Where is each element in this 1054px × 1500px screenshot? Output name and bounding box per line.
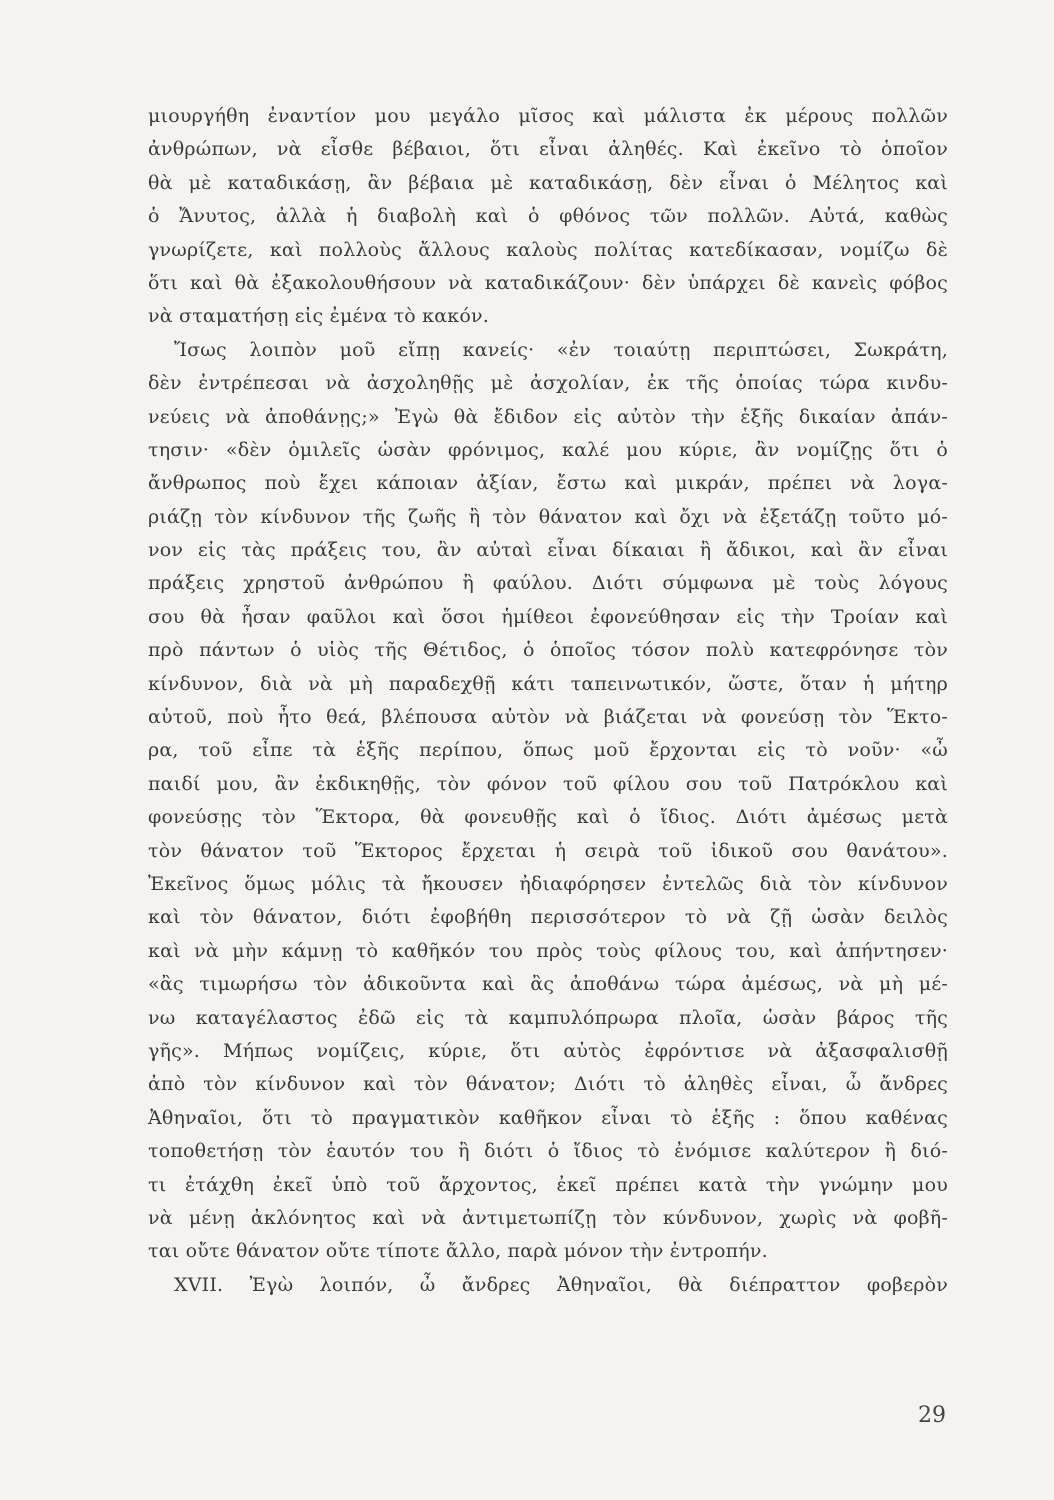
text-line: γνωρίζετε, καὶ πολλοὺς ἄλλους καλοὺς πολίτας κατεδίκασαν, νομίζω δὲ (148, 238, 948, 261)
text-line: πράξεις χρηστοῦ ἀνθρώπου ἢ φαύλου. Διότι σύμφωνα μὲ τοὺς λόγους (148, 572, 948, 595)
text-line: ὅτι καὶ θὰ ἐξακολουθήσουν νὰ καταδικάζουν· δὲν ὑπάρχει δὲ κανεὶς φόβος (148, 271, 948, 294)
text-line: ἄνθρωπος ποὺ ἔχει κάποιαν ἀξίαν, ἔστω καὶ μικράν, πρέπει νὰ λογα- (148, 472, 948, 495)
text-line: ὁ Ἄνυτος, ἀλλὰ ἡ διαβολὴ καὶ ὁ φθόνος τῶν πολλῶν. Αὐτά, καθὼς (148, 205, 948, 228)
text-line: ἀνθρώπων, νὰ εἶσθε βέβαιοι, ὅτι εἶναι ἀληθές. Καὶ ἐκεῖνο τὸ ὁποῖον (148, 138, 948, 161)
text-line: θὰ μὲ καταδικάσῃ, ἂν βέβαια μὲ καταδικάσῃ, δὲν εἶναι ὁ Μέλητος καὶ (148, 171, 948, 194)
text-line: τι ἐτάχθη ἐκεῖ ὑπὸ τοῦ ἄρχοντος, ἐκεῖ πρέπει κατὰ τὴν γνώμην μου (148, 1173, 948, 1196)
text-line: φονεύσῃς τὸν Ἕκτορα, θὰ φονευθῇς καὶ ὁ ἴδιος. Διότι ἀμέσως μετὰ (148, 806, 948, 829)
text-line: ρα, τοῦ εἶπε τὰ ἑξῆς περίπου, ὅπως μοῦ ἔρχονται εἰς τὸ νοῦν· «ὦ (148, 739, 948, 762)
text-line: ἀπὸ τὸν κίνδυνον καὶ τὸν θάνατον; Διότι τὸ ἀληθὲς εἶναι, ὦ ἄνδρες (148, 1073, 948, 1096)
text-line: Ἀθηναῖοι, ὅτι τὸ πραγματικὸν καθῆκον εἶναι τὸ ἑξῆς : ὅπου καθένας (148, 1106, 948, 1129)
text-line: ται οὔτε θάνατον οὔτε τίποτε ἄλλο, παρὰ μόνον τὴν ἐντροπήν. (148, 1240, 768, 1263)
text-line: παιδί μου, ἂν ἐκδικηθῇς, τὸν φόνον τοῦ φίλου σου τοῦ Πατρόκλου καὶ (148, 772, 948, 795)
text-line: ριάζῃ τὸν κίνδυνον τῆς ζωῆς ἢ τὸν θάνατον καὶ ὄχι νὰ ἐξετάζῃ τοῦτο μό- (148, 505, 948, 528)
page-number: 29 (918, 1403, 946, 1428)
body-text (148, 100, 948, 1302)
text-line: τὸν θάνατον τοῦ Ἕκτορος ἔρχεται ἡ σειρὰ τοῦ ἰδικοῦ σου θανάτου». (148, 839, 948, 862)
text-line: καὶ τὸν θάνατον, διότι ἐφοβήθη περισσότερον τὸ νὰ ζῇ ὡσὰν δειλὸς (148, 906, 948, 929)
text-line: τησιν· «δὲν ὁμιλεῖς ὡσὰν φρόνιμος, καλέ μου κύριε, ἂν νομίζῃς ὅτι ὁ (148, 438, 948, 461)
text-line: καὶ νὰ μὴν κάμνῃ τὸ καθῆκόν του πρὸς τοὺς φίλους του, καὶ ἀπήντησεν· (148, 939, 948, 962)
text-line: αὐτοῦ, ποὺ ἦτο θεά, βλέπουσα αὐτὸν νὰ βιάζεται νὰ φονεύσῃ τὸν Ἕκτο- (148, 706, 948, 729)
text-line: νὰ μένῃ ἀκλόνητος καὶ νὰ ἀντιμετωπίζῃ τὸν κύνδυνον, χωρὶς νὰ φοβῆ- (148, 1206, 948, 1229)
text-line: κίνδυνον, διὰ νὰ μὴ παραδεχθῇ κάτι ταπεινωτικόν, ὥστε, ὅταν ἡ μήτηρ (148, 672, 948, 695)
text-line: σου θὰ ἦσαν φαῦλοι καὶ ὅσοι ἡμίθεοι ἐφονεύθησαν εἰς τὴν Τροίαν καὶ (148, 605, 948, 628)
text-line: τοποθετήσῃ τὸν ἑαυτόν του ἢ διότι ὁ ἴδιος τὸ ἐνόμισε καλύτερον ἢ διό- (148, 1140, 948, 1163)
text-line: «ἂς τιμωρήσω τὸν ἀδικοῦντα καὶ ἂς ἀποθάνω τώρα ἀμέσως, νὰ μὴ μέ- (148, 973, 948, 996)
text-line: νεύεις νὰ ἀποθάνῃς;» Ἐγὼ θὰ ἔδιδον εἰς αὐτὸν τὴν ἑξῆς δικαίαν ἀπάν- (148, 405, 948, 428)
text-line: μιουργήθη ἐναντίον μου μεγάλο μῖσος καὶ μάλιστα ἐκ μέρους πολλῶν (148, 105, 948, 127)
text-line: γῆς». Μήπως νομίζεις, κύριε, ὅτι αὐτὸς ἐφρόντισε νὰ ἀξασφαλισθῇ (148, 1039, 948, 1062)
text-line: Ἴσως λοιπὸν μοῦ εἴπῃ κανείς· «ἐν τοιαύτῃ περιπτώσει, Σωκράτη, (174, 338, 948, 361)
text-line: νὰ σταματήσῃ εἰς ἐμένα τὸ κακόν. (148, 305, 489, 328)
text-line: νω καταγέλαστος ἐδῶ εἰς τὰ καμπυλόπρωρα πλοῖα, ὡσὰν βάρος τῆς (148, 1006, 948, 1029)
text-line: XVII. Ἐγὼ λοιπόν, ὦ ἄνδρες Ἀθηναῖοι, θὰ διέπραττον φοβερὸν (174, 1273, 948, 1296)
text-line: πρὸ πάντων ὁ υἱὸς τῆς Θέτιδος, ὁ ὁποῖος τόσον πολὺ κατεφρόνησε τὸν (148, 639, 948, 662)
text-line: δὲν ἐντρέπεσαι νὰ ἀσχοληθῇς μὲ ἀσχολίαν, ἐκ τῆς ὁποίας τώρα κινδυ- (148, 372, 948, 395)
text-line: Ἐκεῖνος ὅμως μόλις τὰ ἤκουσεν ἠδιαφόρησεν ἐντελῶς διὰ τὸν κίνδυνον (148, 872, 948, 895)
text-line: νον εἰς τὰς πράξεις του, ἂν αὐταὶ εἶναι δίκαιαι ἢ ἄδικοι, καὶ ἂν εἶναι (148, 539, 948, 562)
